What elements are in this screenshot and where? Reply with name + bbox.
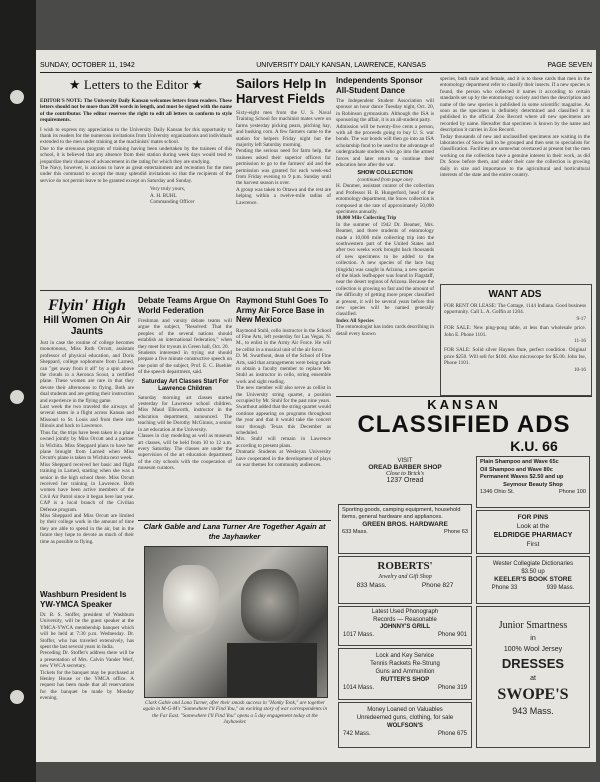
photo-caption-text: Clark Gable and Lana Turner, after their smash success in "Honky Tonk," are together again in M-G-M's "Somewhere I'll Find You," an exciting story of war correspondents in the Far East. "Somewhere I'll Find You" opens a 5 day engagement today at the Jayhawker. <box>142 700 329 726</box>
divider <box>40 290 331 291</box>
barber-visit: VISIT <box>397 458 413 464</box>
actor-portrait <box>241 569 299 641</box>
debate-article <box>138 296 232 518</box>
roberts-address: 833 Mass. <box>356 582 387 589</box>
rutters-shop-ad <box>338 648 472 700</box>
want-ad-text: FOR SALE: Solid silver Haynes flute, perfect condition. Original price $250. Will sell for $100. Also microscope for $5.00. John Ise, Phone 1101. <box>444 347 586 367</box>
dance-article <box>336 76 434 392</box>
want-ad-item <box>444 325 586 344</box>
debate-body: Freshman and varsity debate teams will argue the subject, "Resolved: That the peoples of the several nations should establish an international federation," when they meet for tryouts in Green hall, Oct. 20. Students interested in trying out should prepare a five minute constructive speech on one point of the subject, Prof. E. C. Buehler of the speech department, said. <box>138 318 232 376</box>
swope-dresses: DRESSES <box>501 656 565 671</box>
letter-body: I wish to express my appreciation to the University Daily Kansan for this opportunity to thank its readers for the numerous invitations from University organizations and individuals extended to the men under training at the machinists' mates school. Due to the strenuous program of training having been undertaken by the trainees of this school, it is believed that any absence from their station during week days would tend to jeopardize their chances of advancement in the rating for which they are studying. The Navy, however, is anxious to have as great entertainment and recreation for the men under this command to accept the many splendid invitations so that the recipients of the service do not permit leave to be granted except on Saturday and Sunday. <box>40 126 232 184</box>
art-classes-body: Saturday morning art classes started yesterday for Lawrence school children. Miss Maud Ellsworth, instructor in the education department, announced. The teaching will be Dorothy McGinnis, a senior in art education at the University. Classes in clay modeling as well as museum art classes, will be held from 10 to 12 a.m. every Saturday. The classes are under the supervision of the art education department of the city schools with the cooperation of museum curators. <box>138 394 232 472</box>
rutter-lock: Lock and Key Service <box>375 653 435 659</box>
stuhl-title: Raymond Stuhl Goes To Army Air Force Base in New Mexico <box>236 296 329 324</box>
johnny-phone: Phone 901 <box>437 631 467 638</box>
letters-title-text: Letters to the Editor <box>83 77 189 92</box>
flyin-body: Just in case the routine of college becomes monotonous, Miss Ruth Orcutt, assistant professor of physical education, and Doris Sheppard, college sophomore from Larned, can "get away from it all" by a spin above the clouds in a Aeronca Scout, a certified plane. These women are rare in that they devote their afternoons to flying. Both are dual students and are getting their instruction and experience in the flying game. Last week the two traveled the airways of several states in a flight across Kansas and Missouri to St. Louis and from there into Illinois and back to Lawrence. Thus far, the trips have been taken in a plane owned jointly by Miss Orcutt and a partner in Wichita. Miss Sheppard plans to have her plane brought from Larned when Miss Orcutt's plane is taken to Wichita next week. Miss Sheppard received her basic and flight training in Larned, starting when she was a senior in the high school there. Miss Orcutt received her training in Lawrence. Both women have been active members of the Civil Air Patrol since it began here last year. CAP is a local branch of the Civilian Defense program. Miss Sheppard and Miss Orcutt are limited by their college work in the amount of time they are able to spend in the air, but in the future they hope to devote as much of their time as possible to flying. <box>40 340 134 545</box>
pins-look: Look at the <box>516 523 550 530</box>
roberts-contact <box>339 581 471 590</box>
roberts-name: ROBERTS' <box>377 560 433 572</box>
johnny-contact <box>339 632 471 640</box>
johnny-reasonable: Records — Reasonable <box>373 616 437 623</box>
beauty-contact <box>480 489 586 497</box>
signature-title: Commanding Officer <box>150 199 195 206</box>
art-classes-title: Saturday Art Classes Start For Lawrence Children <box>141 378 229 392</box>
species-body: species, both male and female, and it is to these cards that men in the entomology department refer to classify their insects. If a new species is found, the person who collected it names it according to certain standards set up by the entomology society and then the description and name of the new species is published in some scientific magazine. As soon as the specimen is definitely determined and classified it is published in the official Zoo Record where all new specimens are recorded by name. Hereafter that specimen is known by the name and description it carries in Zoo Record. Today thousands of new and unclassified specimens are waiting in the laboratories of Snow hall to be grouped and then sent to specialists for classification. Facilities are somewhat overtaxed at present but the men working on the collection have a genuine interest in their work, as did Dr. Snow before them, and under their care the collection is growing daily in size and importance to the agricultural and horticultural interests of the state and the entire country. <box>440 76 590 179</box>
dance-body: The Independent Student Association will sponsor an hour dance Tuesday night, Oct. 20, in Robinson gymnasium. Although the ISA is sponsoring the affair, it is an all-student party. Admission will be twenty-five cents a person, with all the proceeds going to buy U. S. war bonds. The war bonds will then go into an ISA scholarship fund to be used to the advantage of undergraduate students who go into the armed forces and later return to continue their education here after the war. <box>336 98 434 169</box>
want-ad-code: 11-16 <box>574 338 586 345</box>
swope-name: SWOPE'S <box>497 686 569 703</box>
binding-edge <box>0 0 36 782</box>
pharmacy-name: ELDRIDGE PHARMACY <box>493 532 573 539</box>
green-address: 633 Mass. <box>342 528 368 535</box>
masthead <box>40 58 592 73</box>
washburn-body: Dr. B. S. Stoffer, president of Washburn University, will be the guest speaker at the YMCA-YWCA membership banquet which will be held at 7:30 p.m. Wednesday. Dr. Stoffer, who has traveled extensively, has spent the last several years in India. Preceding Dr. Stoffer's address there will be a presentation of Mrs. Calvin Vander Werf, new YWCA secretary. Tickets for the banquet may be purchased at Henley House or the YMCA office. A request has been made that all reservations for the banquet be made by Monday evening. <box>40 612 134 702</box>
swope-in: in <box>530 635 536 642</box>
roberts-jewelry-ad <box>338 556 472 604</box>
wolfson-contact <box>339 730 471 738</box>
green-bros-ad <box>338 504 472 554</box>
wolfson-name: WOLFSON'S <box>386 723 424 729</box>
letters-title <box>40 76 232 94</box>
classified-kansan: KANSAN <box>427 397 501 412</box>
photo-title: Clark Gable and Lana Turner Are Together Again at the Jayhawker <box>143 522 326 541</box>
sailors-title: Sailors Help In Harvest Fields <box>236 76 327 106</box>
keeler-price: $3.50 up <box>521 569 545 575</box>
keeler-address: 939 Mass. <box>546 585 575 591</box>
flyin-title: Flyin' High <box>48 297 126 314</box>
swopes-ad <box>476 606 590 748</box>
rutter-guns: Guns and Ammunition <box>375 669 435 675</box>
want-ad-text: FOR SALE: New ping-pong table, at less than wholesale price. John E. Phone 1101. <box>444 325 586 338</box>
dance-title: Independents Sponsor All-Student Dance <box>336 76 423 95</box>
show-collection-body: H. Dunmer, assistant curator of the collection and Professor H. B. Hungerford, head of the entomology department, the Snow collection is composed at the rate of approximately 50,000 specimens annually. <box>336 183 436 215</box>
swope-at: at <box>530 675 536 682</box>
johnny-name: JOHNNY'S GRILL <box>379 624 431 631</box>
johnny-records: Latest Used Phonograph <box>371 609 439 615</box>
wolfson-loans: Money Loaned on Valuables <box>367 707 443 713</box>
punch-hole <box>10 90 24 104</box>
barber-location: Close to Brick's <box>386 471 424 477</box>
collecting-trip-body: In the summer of 1942 Dr. Beamer, Mrs. Beamer, and three students of entomology made a 10,000 mile collecting trip into the southwestern part of the United States and after two weeks work brought back thousands of new specimens to be added to the collection. A new species of the lace bug (tingida) was caught in Arizona, a new species of the black leafhopper was found in Flagstaff, near the desert regions of Arizona. Because the collection is growing so fast and the amount of the difficulty of getting more proper classified at present, it will be several years before this new species will be named generally classified. <box>336 221 436 318</box>
photo-caption <box>142 700 328 730</box>
keeler-dictionaries: Wester Collegiate Dictionaries <box>492 561 574 567</box>
signature-closing: Very truly yours, <box>150 186 186 193</box>
divider <box>138 520 331 521</box>
sailors-body: Sixty-eight men from the U. S. Naval Training School for machinist mates were on farms yesterday picking pears, pitching hay, and husking corn. A few farmers came to the station for helpers Friday night but the majority left Saturday morning. Pending the serious need for farm help, the trainees asked their superior officers for permission to go to the farmers' aid and the permission was granted for each week-end from Friday evening to 9 p.m. Sunday until the harvest season is over. A group was taken to Ottawa and the rest are helping within a twelve-mile radius of Lawrence. <box>236 110 331 206</box>
oread-barber-ad <box>338 458 472 502</box>
keeler-contact <box>477 584 589 592</box>
rutter-name: RUTTER'S SHOP <box>380 677 430 683</box>
want-ad-item <box>444 347 586 373</box>
green-phone: Phone 63 <box>444 528 468 535</box>
rutter-contact <box>339 684 471 692</box>
keeler-book-ad <box>476 556 590 604</box>
swope-jersey: 100% Wool Jersey <box>503 646 563 653</box>
collecting-trip-head: 10,000 Mile Collecting Trip <box>336 215 397 222</box>
star-icon: ★ <box>188 77 204 92</box>
flyin-subtitle: Hill Women On Air Jaunts <box>43 315 131 337</box>
johnny-address: 1017 Mass. <box>343 631 375 638</box>
want-ads <box>444 288 586 392</box>
editors-note: EDITOR'S NOTE: The University Daily Kansan welcomes letters from readers. These letters should not be more than 200 words in length, and must be signed with the name of the contributor. The editor reserves the right to edit all letters to conform to style requirements. <box>40 98 234 124</box>
beauty-shop-name: Seymour Beauty Shop <box>503 481 563 488</box>
species-article <box>440 76 590 294</box>
index-species-body: The entomologist has index cards describing in detail every known <box>336 324 436 337</box>
swope-address: 943 Mass. <box>512 706 554 716</box>
want-ad-item <box>444 303 586 322</box>
movie-still-photo <box>144 546 328 698</box>
sailors-article <box>236 76 331 288</box>
letters-section <box>40 76 232 288</box>
stuhl-article <box>236 296 331 518</box>
want-ads-list <box>444 303 586 373</box>
washburn-article <box>40 590 134 760</box>
want-ads-title: WANT ADS <box>488 289 542 300</box>
seymour-beauty-ad <box>476 456 590 508</box>
wolfsons-ad <box>338 702 472 748</box>
want-ad-code: 10-16 <box>573 366 586 373</box>
punch-hole <box>10 690 24 704</box>
masthead-paper: UNIVERSITY DAILY KANSAN, LAWRENCE, KANSAS <box>256 61 426 69</box>
johnnys-grill-ad <box>338 606 472 646</box>
classified-phone: K.U. 66 <box>510 438 558 454</box>
want-ad-text: FOR RENT OR LEASE: The Cottage, 1144 Indiana. Good business opportunity. Call L. A. Goffin at 1204. <box>444 303 586 316</box>
barber-name: OREAD BARBER SHOP <box>368 464 442 471</box>
masthead-page: PAGE SEVEN <box>547 61 592 69</box>
washburn-title: Washburn President Is YW-YMCA Speaker <box>40 590 127 609</box>
beauty-address: 1346 Ohio St. <box>480 489 515 495</box>
beauty-permanent: Permanent Waves $2.50 and up <box>480 474 564 480</box>
debate-title: Debate Teams Argue On World Federation <box>138 296 231 315</box>
keeler-phone: Phone 33 <box>491 585 518 591</box>
flyin-article <box>40 296 134 616</box>
eldridge-pharmacy-ad <box>476 510 590 554</box>
green-contact <box>342 529 468 536</box>
wolfson-unredeemed: Unredeemed guns, clothing, for sale <box>356 715 454 721</box>
star-icon: ★ <box>68 77 84 92</box>
masthead-date: SUNDAY, OCTOBER 11, 1942 <box>40 61 135 69</box>
index-species-head: Index All Species <box>336 317 374 324</box>
actress-portrait <box>163 565 219 635</box>
roberts-tagline: Jewelry and Gift Shop <box>378 574 432 580</box>
pins-heading: FOR PINS <box>517 514 549 521</box>
newspaper-page <box>36 50 596 762</box>
beauty-shampoo-plain: Plain Shampoo and Wave 65c <box>480 459 559 465</box>
beauty-phone: Phone 100 <box>558 489 586 495</box>
signature-name: A. H. BUHL <box>150 192 177 199</box>
keeler-name: KEELER'S BOOK STORE <box>494 576 572 583</box>
green-description: Sporting goods, camping equipment, household items, general hardware and appliances. <box>342 507 461 520</box>
wolfson-phone: Phone 675 <box>437 731 467 737</box>
green-name: GREEN BROS. HARDWARE <box>362 521 448 529</box>
actor-suit <box>227 643 317 697</box>
letter-signature <box>150 186 232 205</box>
punch-hole <box>10 390 24 404</box>
rutter-phone: Phone 319 <box>437 685 467 691</box>
show-collection-sub: (continued from page one) <box>357 176 413 183</box>
rutter-tennis: Tennis Rackets Re-Strung <box>370 661 440 667</box>
barber-address: 1237 Oread <box>386 477 424 484</box>
beauty-shampoo-oil: Oil Shampoo and Wave 80c <box>480 466 553 473</box>
show-collection-head: SHOW COLLECTION <box>357 170 413 177</box>
pins-first: First <box>526 541 540 548</box>
wolfson-address: 742 Mass. <box>343 731 371 737</box>
stuhl-body: Raymond Stuhl, cello instructor in the School of Fine Arts, left yesterday for Las Vegas, N. M., to enlist in the Army Air Force. He will be cellist in a musical unit of the air force. D. M. Swarthout, dean of the School of Fine Arts, said that arrangements were being made to obtain a faculty member to replace Mr. Stuhl as instructor in cello, string ensemble work and sight reading. The new member will also serve as cellist in the University string quartet, a position occupied by Mr. Stuhl for the past nine years. Swarthout added that the string quartet would continue appearing on programs throughout the year and that it would take the concert tour through Texas this December as scheduled. Mrs. Stuhl will remain in Lawrence according to present plans. Dramatic Students at Wesleyan University have cooperated in the development of plays on war themes for community audiences. <box>236 327 331 469</box>
rutter-address: 1014 Mass. <box>343 685 375 691</box>
want-ad-code: 9-17 <box>576 315 586 322</box>
swope-junior: Junior Smartness <box>498 620 568 631</box>
roberts-phone: Phone 827 <box>421 582 454 589</box>
classified-title: CLASSIFIED ADS <box>357 411 571 438</box>
